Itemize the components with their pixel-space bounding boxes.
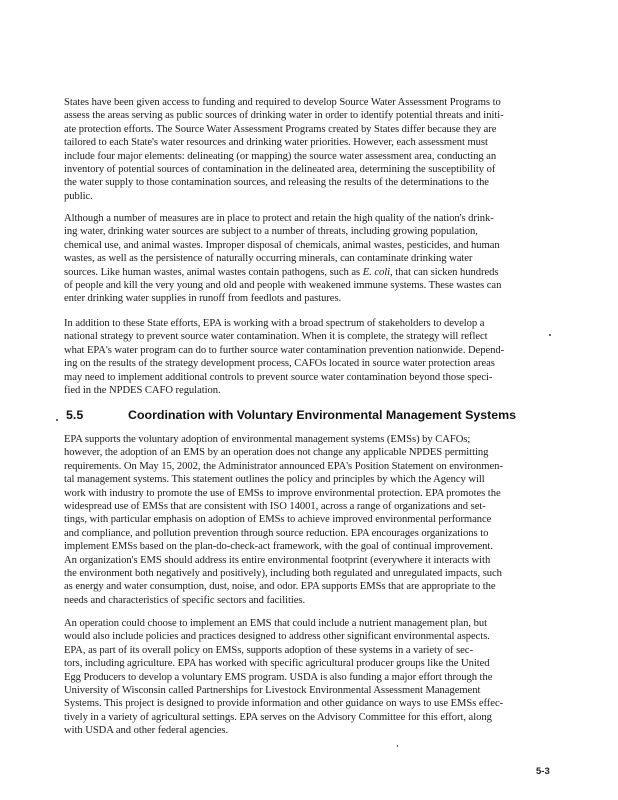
text-line: what EPA's water program can do to further source water contamination prevention nationwide. Depend- (64, 344, 505, 356)
paragraph-ems-support (64, 433, 550, 607)
text-line: tal management systems. This statement outlines the policy and principles by which the Agency will (64, 474, 485, 486)
text-line: chemical use, and animal wastes. Improper disposal of chemicals, animal wastes, pesticides, and human (64, 239, 500, 251)
text-line: requirements. On May 15, 2002, the Administrator announced EPA's Position Statement on environmen- (64, 460, 503, 472)
paragraph-national-strategy (64, 317, 550, 397)
section-heading (66, 408, 516, 422)
text-line: of people and kill the very young and old and people with weakened immune systems. These wastes can (64, 280, 502, 292)
text-line: University of Wisconsin called Partnerships for Livestock Environmental Assessment Management (64, 685, 481, 697)
text-line: the water supply to those contamination sources, and releasing the results of the determinations to the (64, 177, 489, 189)
text-line: Although a number of measures are in place to protect and retain the high quality of the nation's drink- (64, 213, 494, 224)
text-line: tors, including agriculture. EPA has worked with specific agricultural producer groups like the United (64, 658, 490, 670)
text-line: EPA, as part of its overall policy on EMSs, supports adoption of these systems in a variety of sec- (64, 644, 473, 656)
text-line: ing water, drinking water sources are subject to a number of threats, including growing population, (64, 226, 478, 238)
species-name: E. coli (362, 266, 391, 278)
text-line: and compliance, and pollution prevention through source reduction. EPA encourages organizations to (64, 527, 489, 539)
text-line: tailored to each State's water resources and drinking water priorities. However, each assessment must (64, 137, 488, 149)
text-line: In addition to these State efforts, EPA is working with a broad spectrum of stakeholders to develop a (64, 318, 485, 329)
text-line: may need to implement additional controls to prevent source water contamination beyond those speci- (64, 371, 493, 383)
text-line: Systems. This project is designed to provide information and other guidance on ways to use EMSs effec- (64, 698, 504, 710)
text-line: tings, with particular emphasis on adoption of EMSs to achieve improved environmental performance (64, 514, 492, 526)
page-number: 5-3 (536, 766, 550, 777)
text-line: national strategy to prevent source water contamination. When it is complete, the strategy will reflect (64, 331, 488, 343)
text-line: fied in the NPDES CAFO regulation. (64, 385, 221, 397)
paragraph-drinking-water-threats (64, 212, 550, 306)
text-line: assess the areas serving as public sources of drinking water in order to identify potential threats and initi- (64, 110, 504, 122)
text-line: Egg Producers to develop a voluntary EMS program. USDA is also funding a major effort through the (64, 671, 493, 683)
text-line: ing on the results of the strategy development process, CAFOs located in source water protection areas (64, 358, 495, 370)
margin-mark (56, 419, 58, 421)
text-line: widespread use of EMSs that are consistent with ISO 14001, across a range of organizations and set- (64, 501, 486, 513)
section-number: 5.5 (66, 408, 84, 422)
text-line: sources. Like human wastes, animal wastes contain pathogens, such as E. coli, that can sicken hundreds (64, 266, 499, 278)
text-line: however, the adoption of an EMS by an operation does not change any applicable NPDES permitting (64, 447, 489, 459)
text-line: as energy and water consumption, dust, noise, and odor. EPA supports EMSs that are appropriate to the (64, 581, 496, 593)
text-line: needs and characteristics of specific sectors and facilities. (64, 594, 306, 606)
text-line: inventory of potential sources of contamination in the delineated area, determining the susceptibility of (64, 164, 496, 176)
text-line: tively in a variety of agricultural settings. EPA serves on the Advisory Committee for this effort, along (64, 711, 492, 723)
text-line: States have been given access to funding and required to develop Source Water Assessment Programs to (64, 97, 501, 108)
text-line: An organization's EMS should address its entire environmental footprint (everywhere it interacts with (64, 554, 491, 566)
text-line: public. (64, 190, 93, 202)
text-line: would also include policies and practices designed to address other significant environmental aspects. (64, 631, 490, 643)
text-line: work with industry to promote the use of EMSs to improve environmental protection. EPA promotes the (64, 487, 501, 499)
section-title: Coordination with Voluntary Environmental Management Systems (128, 408, 517, 422)
text-line: EPA supports the voluntary adoption of environmental management systems (EMSs) by CAFOs; (64, 434, 471, 445)
margin-mark (549, 334, 551, 336)
paragraph-source-water-assessment (64, 96, 550, 203)
margin-mark (397, 745, 398, 747)
text-line: wastes, as well as the persistence of naturally occurring minerals, can contaminate drinking water (64, 253, 473, 265)
text-line: include four major elements: delineating (or mapping) the source water assessment area, conducting an (64, 150, 497, 162)
text-line: enter drinking water supplies in runoff from feedlots and pastures. (64, 293, 342, 305)
text-line: the environment both negatively and positively), including both regulated and unregulated impacts, such (64, 568, 502, 580)
text-line: An operation could choose to implement an EMS that could include a nutrient management plan, but (64, 618, 487, 629)
text-line: ate protection efforts. The Source Water Assessment Programs created by States differ because they are (64, 123, 497, 135)
text-line: with USDA and other federal agencies. (64, 725, 229, 737)
text-line: implement EMSs based on the plan-do-check-act framework, with the goal of continual improvement. (64, 541, 493, 553)
paragraph-ems-operation (64, 617, 550, 738)
